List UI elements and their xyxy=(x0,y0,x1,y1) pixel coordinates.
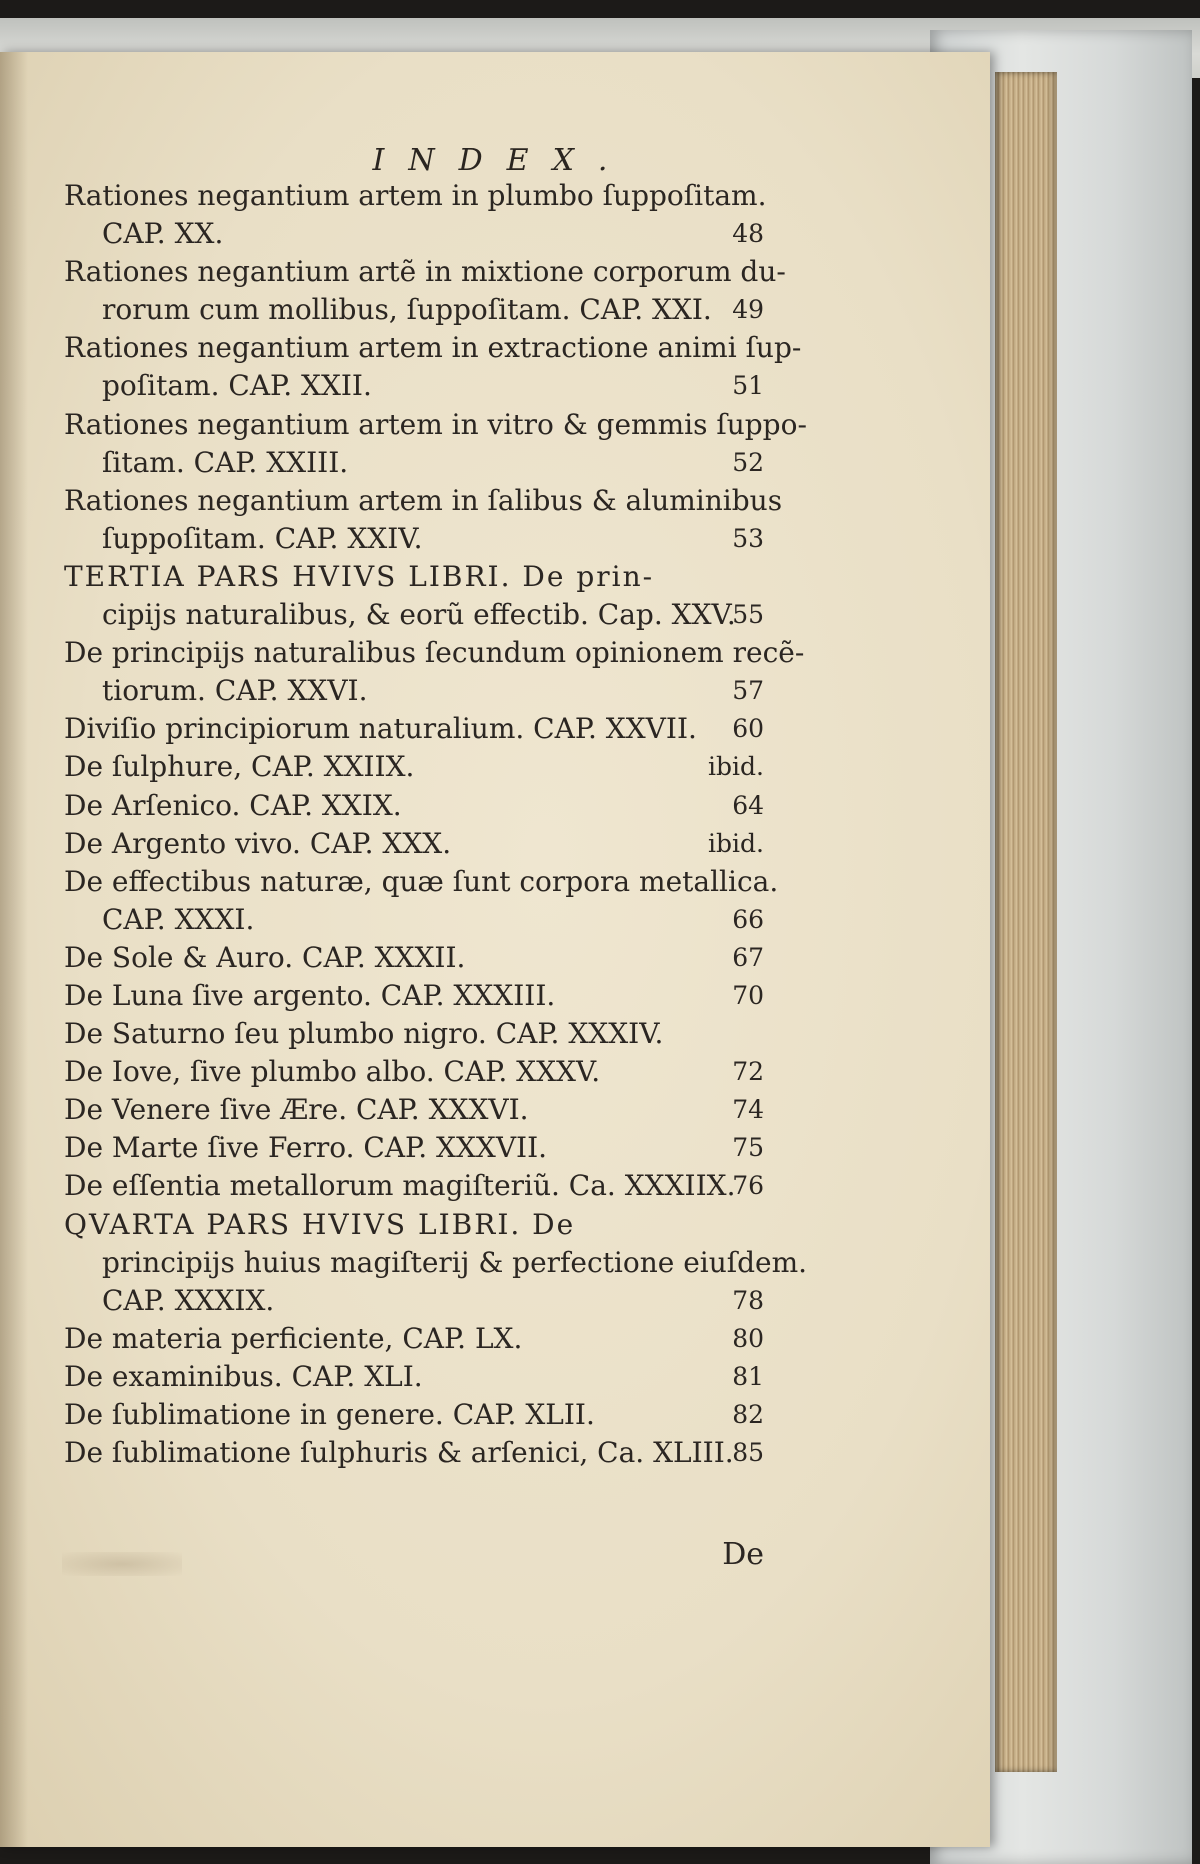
entry-text: Rationes negantium artem in ſalibus & aluminibus xyxy=(64,483,783,517)
entry-text: Rationes negantium artem in vitro & gemmis ſuppo- xyxy=(64,407,807,441)
entry-text: CAP. XXXI. xyxy=(102,902,255,936)
entry-page-number: ibid. xyxy=(708,752,764,782)
index-entry xyxy=(64,1053,764,1091)
index-entry xyxy=(64,1206,764,1244)
entry-page-number: 57 xyxy=(732,676,764,706)
entry-text: De Sole & Auro. CAP. XXXII. xyxy=(64,940,466,974)
entry-text: CAP. XXXIX. xyxy=(102,1283,275,1317)
index-entry xyxy=(64,710,764,748)
entry-page-number: 67 xyxy=(732,942,764,972)
page-edges xyxy=(995,72,1057,1772)
entry-page-number: 70 xyxy=(732,980,764,1010)
entry-text: De Saturno ſeu plumbo nigro. CAP. XXXIV. xyxy=(64,1017,664,1051)
catchword: De xyxy=(722,1537,764,1572)
entry-text: poſitam. CAP. XXII. xyxy=(102,369,372,403)
entry-page-number: 78 xyxy=(732,1285,764,1315)
entry-page-number: 60 xyxy=(732,714,764,744)
entry-page-number: 51 xyxy=(732,371,764,401)
entry-text: ſuppoſitam. CAP. XXIV. xyxy=(102,521,423,555)
entry-text: tiorum. CAP. XXVI. xyxy=(102,674,368,708)
index-entry xyxy=(64,406,807,444)
entry-text: cipijs naturalibus, & eorũ effectib. Cap. XXV. xyxy=(102,598,736,632)
entry-text: Diviſio principiorum naturalium. CAP. XXVII. xyxy=(64,712,697,746)
entry-text: De principijs naturalibus ſecundum opinionem recẽ- xyxy=(64,636,805,670)
entry-text: rorum cum mollibus, ſuppoſitam. CAP. XXI. xyxy=(102,293,712,327)
entry-text: principijs huius magiſterij & perfectione eiuſdem. xyxy=(102,1245,808,1279)
entry-text: Rationes negantium artẽ in mixtione corporum du- xyxy=(64,255,786,289)
entry-page-number: 49 xyxy=(732,295,764,325)
book-page xyxy=(0,52,990,1847)
entry-page-number: 64 xyxy=(732,790,764,820)
entry-page-number: 72 xyxy=(732,1057,764,1087)
index-entry xyxy=(64,1129,764,1167)
index-entry xyxy=(64,367,764,405)
index-entry xyxy=(64,901,764,939)
entry-page-number: 52 xyxy=(732,447,764,477)
entry-text: Rationes negantium artem in plumbo ſuppoſitam. xyxy=(64,179,767,212)
index-entry xyxy=(64,1282,764,1320)
entry-page-number: 81 xyxy=(732,1361,764,1391)
index-entry xyxy=(64,520,764,558)
entry-text: De Arſenico. CAP. XXIX. xyxy=(64,788,402,822)
index-entry xyxy=(64,1244,808,1282)
index-entry xyxy=(64,863,779,901)
entry-text: De Iove, ſive plumbo albo. CAP. XXXV. xyxy=(64,1055,601,1089)
index-entry xyxy=(64,1091,764,1129)
index-entry xyxy=(64,215,764,253)
index-entry xyxy=(64,253,786,291)
entry-text: De ſublimatione ſulphuris & arſenici, Ca. XLIII. xyxy=(64,1436,734,1470)
entry-text: De Marte ſive Ferro. CAP. XXXVII. xyxy=(64,1131,548,1165)
entry-page-number: 75 xyxy=(732,1133,764,1163)
ink-smudge xyxy=(62,1552,182,1576)
entry-text: De effectibus naturæ, quæ ſunt corpora metallica. xyxy=(64,864,779,898)
entry-page-number: 76 xyxy=(732,1171,764,1201)
entry-page-number: 48 xyxy=(732,219,764,249)
index-entry xyxy=(64,672,764,710)
entry-text: ſitam. CAP. XXIII. xyxy=(102,445,349,479)
index-entry xyxy=(64,444,764,482)
index-entries xyxy=(64,177,808,1472)
index-entry xyxy=(64,482,783,520)
entry-text: De materia perficiente, CAP. LX. xyxy=(64,1321,523,1355)
index-entry xyxy=(64,939,764,977)
index-entry xyxy=(64,787,764,825)
entry-text: TERTIA PARS HVIVS LIBRI. De prin- xyxy=(64,559,655,593)
index-entry xyxy=(64,1358,764,1396)
entry-text: De ſublimatione in genere. CAP. XLII. xyxy=(64,1398,595,1431)
entry-text: De ſulphure, CAP. XXIIX. xyxy=(64,750,415,784)
entry-text: De Luna ſive argento. CAP. XXXIII. xyxy=(64,978,556,1012)
index-entry xyxy=(64,596,764,634)
index-entry xyxy=(64,1434,764,1472)
entry-page-number: 85 xyxy=(732,1438,764,1468)
index-entry xyxy=(64,329,802,367)
entry-page-number: 80 xyxy=(732,1323,764,1353)
index-entry xyxy=(64,825,764,863)
entry-text: CAP. XX. xyxy=(102,217,224,251)
index-entry xyxy=(64,748,764,786)
entry-page-number: 82 xyxy=(732,1400,764,1429)
entry-page-number: 74 xyxy=(732,1095,764,1125)
entry-text: QVARTA PARS HVIVS LIBRI. De xyxy=(64,1207,576,1241)
entry-page-number: 53 xyxy=(732,523,764,553)
entry-page-number: ibid. xyxy=(708,828,764,858)
entry-text: Rationes negantium artem in extractione animi ſup- xyxy=(64,331,802,365)
entry-text: De Argento vivo. CAP. XXX. xyxy=(64,826,452,860)
index-entry xyxy=(64,1396,764,1434)
entry-text: De eſſentia metallorum magiſteriũ. Ca. XXXIIX. xyxy=(64,1169,736,1203)
entry-text: De Venere ſive Ære. CAP. XXXVI. xyxy=(64,1093,529,1127)
index-entry xyxy=(64,634,805,672)
index-entry xyxy=(64,977,764,1015)
index-entry xyxy=(64,558,764,596)
index-entry xyxy=(64,177,767,215)
entry-page-number: 66 xyxy=(732,904,764,934)
index-entry xyxy=(64,1015,764,1053)
running-head: INDEX. xyxy=(372,143,632,178)
index-entry xyxy=(64,291,764,329)
index-entry xyxy=(64,1167,764,1205)
entry-text: De examinibus. CAP. XLI. xyxy=(64,1359,423,1393)
entry-page-number: 55 xyxy=(732,600,764,630)
index-entry xyxy=(64,1320,764,1358)
